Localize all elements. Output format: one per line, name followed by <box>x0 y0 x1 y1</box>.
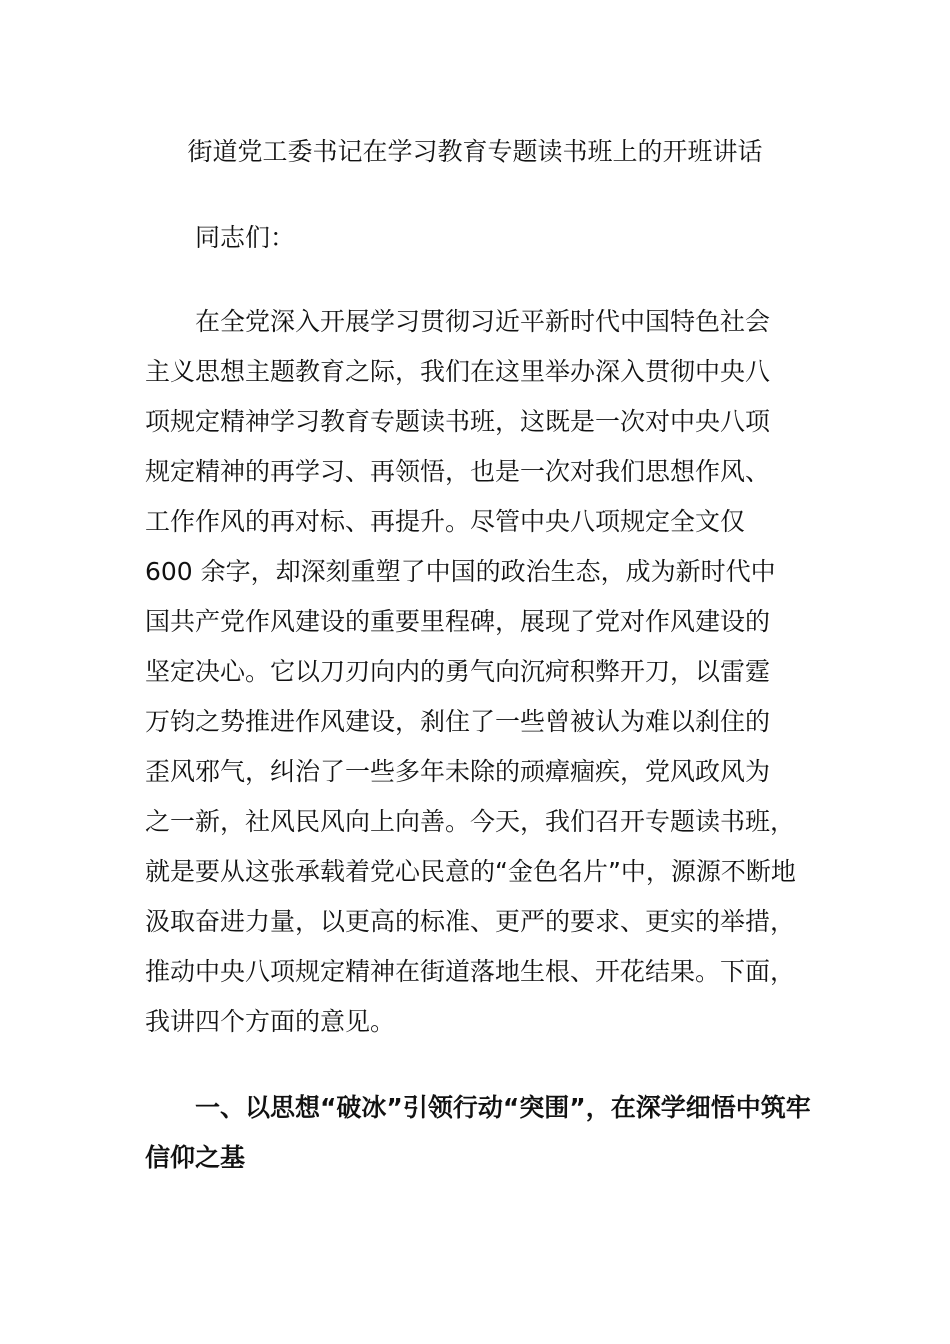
paragraph-line: 项规定精神学习教育专题读书班，这既是一次对中央八项 <box>145 407 771 436</box>
document-title: 街道党工委书记在学习教育专题读书班上的开班讲话 <box>187 137 763 166</box>
paragraph-line: 就是要从这张承载着党心民意的“金色名片”中，源源不断地 <box>145 857 796 886</box>
paragraph-line: 工作作风的再对标、再提升。尽管中央八项规定全文仅 <box>145 507 746 536</box>
body-paragraph <box>145 304 805 1054</box>
paragraph-line: 我讲四个方面的意见。 <box>145 1007 396 1036</box>
paragraph-line: 万钧之势推进作风建设，刹住了一些曾被认为难以刹住的 <box>145 707 771 736</box>
paragraph-line: 主义思想主题教育之际，我们在这里举办深入贯彻中央八 <box>145 357 771 386</box>
heading-line: 信仰之基 <box>145 1143 246 1172</box>
paragraph-line: 坚定决心。它以刀刃向内的勇气向沉疴积弊开刀，以雷霆 <box>145 657 771 686</box>
paragraph-line: 汲取奋进力量，以更高的标准、更严的要求、更实的举措， <box>145 907 796 936</box>
paragraph-line: 规定精神的再学习、再领悟，也是一次对我们思想作风、 <box>145 457 771 486</box>
paragraph-line: 在全党深入开展学习贯彻习近平新时代中国特色社会 <box>195 307 771 336</box>
paragraph-line: 推动中央八项规定精神在街道落地生根、开花结果。下面， <box>145 957 796 986</box>
heading-line: 一、以思想“破冰”引领行动“突围”，在深学细悟中筑牢 <box>195 1093 811 1122</box>
paragraph-line: 之一新，社风民风向上向善。今天，我们召开专题读书班， <box>145 807 796 836</box>
salutation: 同志们： <box>195 223 296 252</box>
section-heading <box>145 1090 811 1190</box>
paragraph-line: 歪风邪气，纠治了一些多年未除的顽瘴痼疾，党风政风为 <box>145 757 771 786</box>
paragraph-line: 600 余字，却深刻重塑了中国的政治生态，成为新时代中 <box>145 557 776 586</box>
paragraph-line: 国共产党作风建设的重要里程碑，展现了党对作风建设的 <box>145 607 771 636</box>
